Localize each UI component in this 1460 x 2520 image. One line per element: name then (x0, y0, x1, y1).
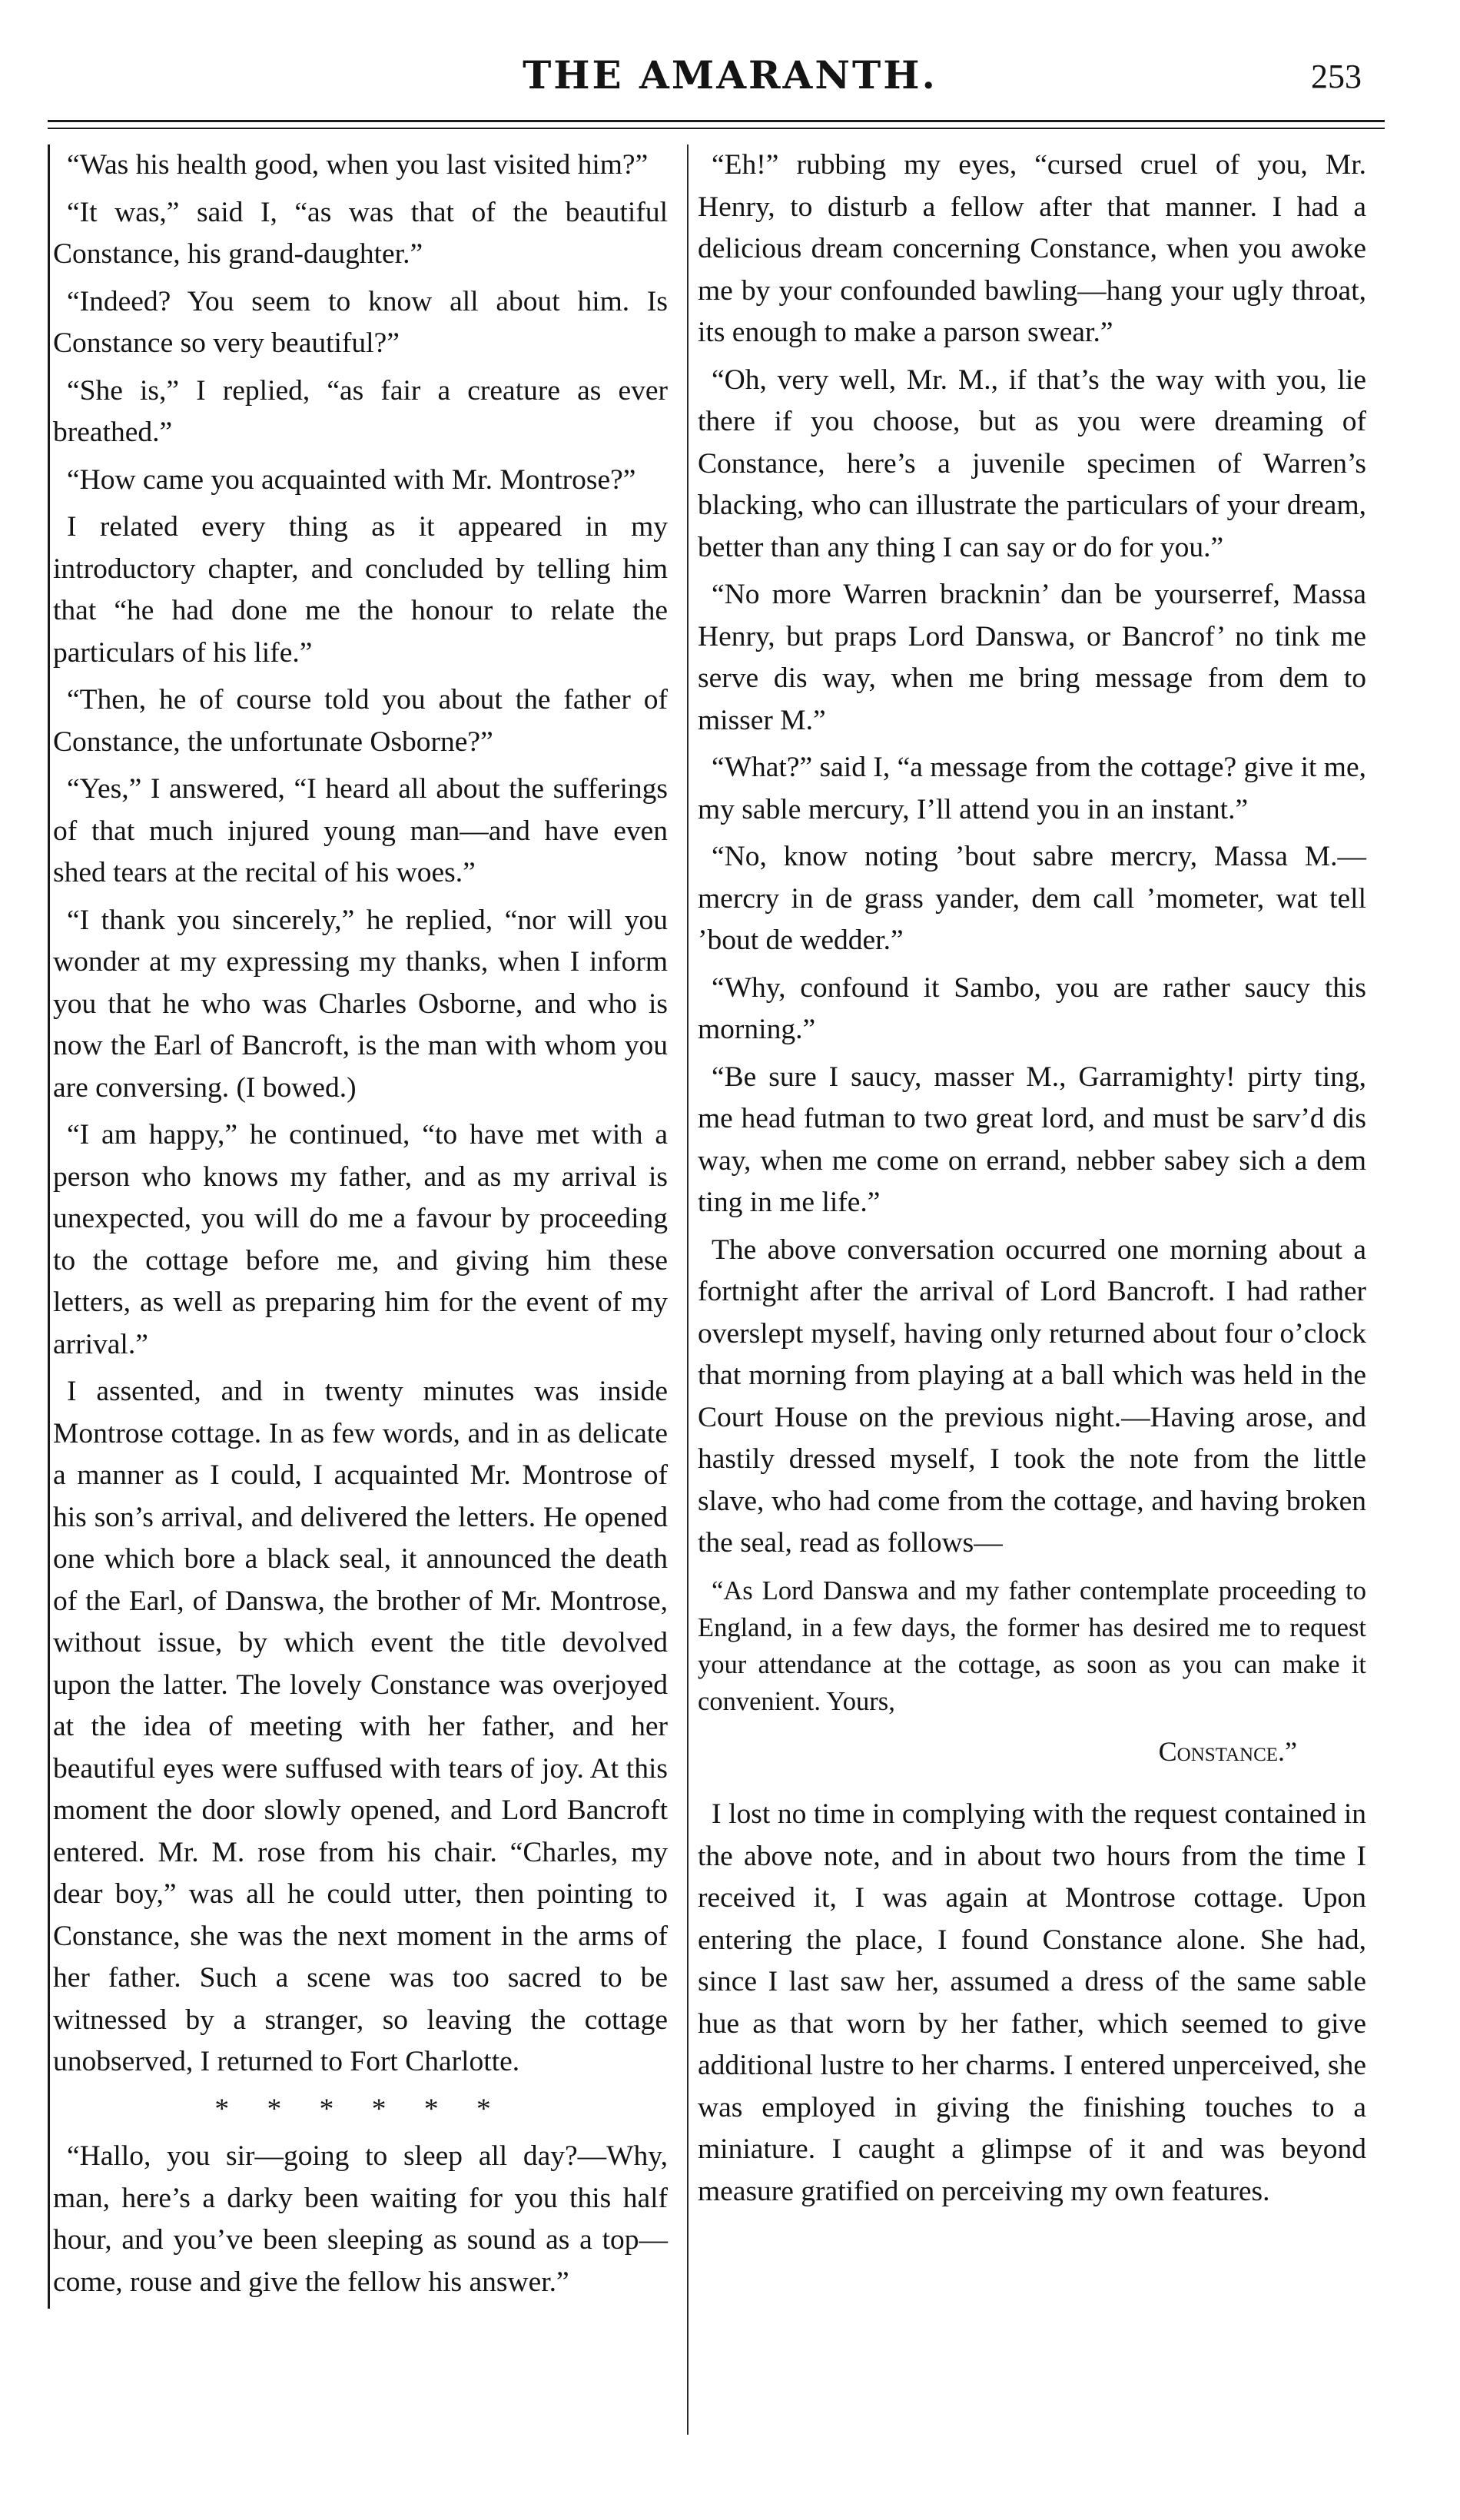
paragraph: “No, know noting ’bout sabre mercry, Massa M.—mercry in de grass yander, dem call ’mometer, wat tell ’bout de wedder.” (698, 841, 1366, 956)
paragraph: I assented, and in twenty minutes was inside Montrose cottage. In as few words, and in as delicate a manner as I could, I acquainted Mr. Montrose of his son’s arrival, and delivered the letters. He opened one which bore a black seal, it announced the death of the Earl, of Danswa, the brother of Mr. Montrose, without issue, by which event the title devolved upon the latter. The lovely Constance was overjoyed at the idea of meeting with her father, and her beautiful eyes were suffused with tears of joy. At this moment the door slowly opened, and Lord Bancroft entered. Mr. M. rose from his chair. “Charles, my dear boy,” was all he could utter, then pointing to Constance, she was the next moment in the arms of her father. Such a scene was too sacred to be witnessed by a stranger, so leaving the cottage unobserved, I returned to Fort Charlotte. (53, 1376, 668, 2077)
paragraph: “Why, confound it Sambo, you are rather saucy this morning.” (698, 971, 1366, 1045)
left-column (48, 144, 668, 2309)
running-title: THE AMARANTH. (523, 52, 937, 98)
paragraph: I related every thing as it appeared in my introductory chapter, and concluded by telling him that “he had done me the honour to relate the particulars of his life.” (53, 511, 668, 669)
right-column (698, 144, 1366, 2218)
paragraph: “Be sure I saucy, masser M., Garramighty! pirty ting, me head futman to two great lord, and must be sarv’d dis way, when me come on errand, nebber sabey sich a dem ting in me life.” (698, 1061, 1366, 1218)
paragraph: “I thank you sincerely,” he replied, “nor will you wonder at my expressing my thanks, when I inform you that he who was Charles Osborne, and who is now the Earl of Bancroft, is the man with whom you are conversing. (I bowed.) (53, 904, 668, 1104)
paragraph: “Yes,” I answered, “I heard all about the sufferings of that much injured young man—and have even shed tears at the recital of his woes.” (53, 773, 668, 888)
column-divider (687, 144, 689, 2435)
paragraph: “Eh!” rubbing my eyes, “cursed cruel of you, Mr. Henry, to disturb a fellow after that manner. I had a delicious dream concerning Constance, when you awoke me by your confounded bawling—hang your ugly throat, its enough to make a parson swear.” (698, 149, 1366, 348)
paragraph: The above conversation occurred one morning about a fortnight after the arrival of Lord Bancroft. I had rather overslept myself, having only returned about four o’clock that morning from playing at a ball which was held in the Court House on the previous night.—Having arose, and hastily dressed myself, I took the note from the little slave, who had come from the cottage, and having broken the seal, read as follows— (698, 1233, 1366, 1559)
paragraph: “I am happy,” he continued, “to have met with a person who knows my father, and as my arrival is unexpected, you will do me a favour by proceeding to the cottage before me, and giving him these letters, as well as preparing him for the event of my arrival.” (53, 1119, 668, 1360)
header-rule-bottom (48, 128, 1385, 129)
paragraph: “Oh, very well, Mr. M., if that’s the way with you, lie there if you choose, but as you were dreaming of Constance, here’s a juvenile specimen of Warren’s blacking, who can illustrate the particulars of your dream, better than any thing I can say or do for you.” (698, 364, 1366, 563)
paragraph: “She is,” I replied, “as fair a creature as ever breathed.” (53, 374, 668, 448)
paragraph: I lost no time in complying with the request contained in the above note, and in about two hours from the time I received it, I was again at Montrose cottage. Upon entering the place, I found Constance alone. She had, since I last saw her, assumed a dress of the same sable hue as that worn by her father, which seemed to give additional lustre to her charms. I entered unperceived, she was employed in giving the finishing touches to a miniature. I caught a glimpse of it and was beyond measure gratified on perceiving my own features. (698, 1798, 1366, 2207)
paragraph: “Was his health good, when you last visited him?” (67, 149, 649, 181)
paragraph: “It was,” said I, “as was that of the beautiful Constance, his grand-daughter.” (53, 196, 668, 270)
paragraph: “No more Warren bracknin’ dan be yourserref, Massa Henry, but praps Lord Danswa, or Bancrof’ no tink me serve dis way, when me bring message from dem to misser M.” (698, 579, 1366, 736)
page-header (0, 52, 1460, 114)
paragraph: “Then, he of course told you about the father of Constance, the unfortunate Osborne?” (53, 684, 668, 758)
quoted-note: “As Lord Danswa and my father contemplate proceeding to England, in a few days, the former has desired me to request your attendance at the cottage, as soon as you can make it convenient. Yours, (698, 1575, 1366, 1716)
paragraph: “What?” said I, “a message from the cottage? give it me, my sable mercury, I’ll attend you in an instant.” (698, 752, 1366, 825)
page-number: 253 (1311, 58, 1362, 95)
section-break-stars: * * * * * * (214, 2093, 506, 2125)
header-rule-top (48, 120, 1385, 122)
paragraph: “How came you acquainted with Mr. Montrose?” (67, 463, 636, 496)
note-signature: Constance.” (1158, 1735, 1297, 1767)
paragraph: “Hallo, you sir—going to sleep all day?—Why, man, here’s a darky been waiting for you this half hour, and you’ve been sleeping as sound as a top—come, rouse and give the fellow his answer.” (53, 2140, 668, 2298)
paragraph: “Indeed? You seem to know all about him. Is Constance so very beautiful?” (53, 285, 668, 359)
